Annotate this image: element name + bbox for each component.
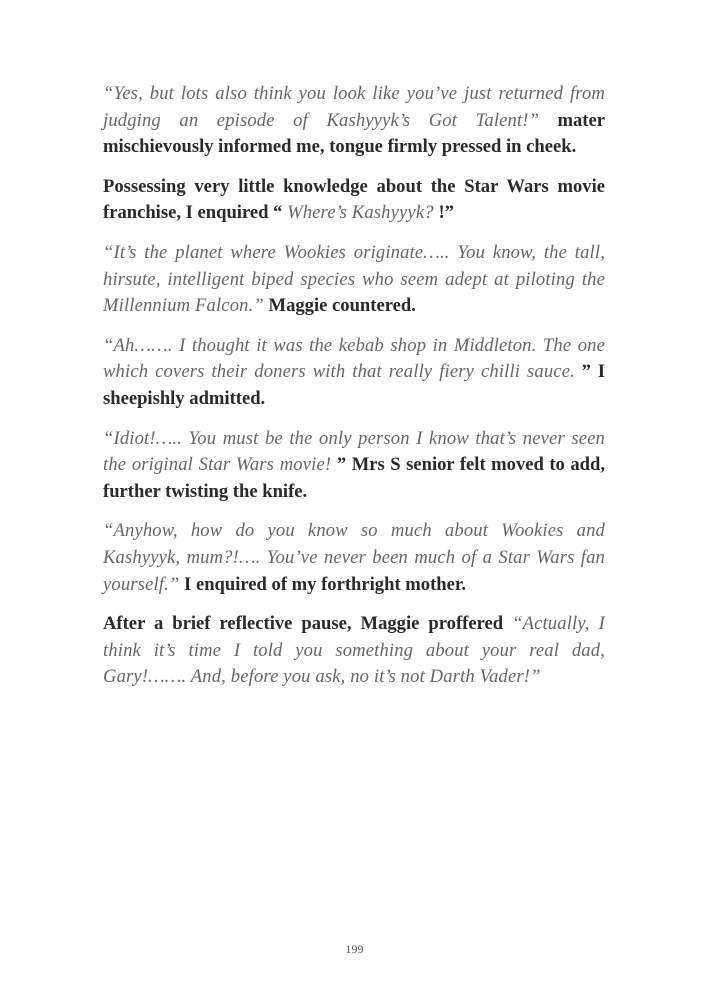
dialogue-text: Where’s Kashyyyk? xyxy=(287,202,439,224)
dialogue-text: “Yes, but lots also think you look like you’ve just returned from judging an episode of Kashyyyk’s Got Talent!” xyxy=(103,83,605,131)
paragraph-3 xyxy=(103,240,605,320)
narration-text: ” Mrs S senior felt moved to add, further twisting the knife. xyxy=(103,454,605,502)
page-body xyxy=(103,81,605,704)
dialogue-text: “Ah……. I thought it was the kebab shop in Middleton. The one which covers their doners with that really fiery chilli sauce. xyxy=(103,334,605,383)
narration-text: Maggie countered. xyxy=(263,295,416,317)
dialogue-text: “It’s the planet where Wookies originate….. You know, the tall, hirsute, intelligent biped species who seem adept at piloting the Millennium Falcon.” xyxy=(103,241,605,317)
page-number: 199 xyxy=(345,942,364,956)
narration-text: !” xyxy=(438,202,454,224)
paragraph-7 xyxy=(103,611,605,691)
narration-text: After a brief reflective pause, Maggie proffered xyxy=(103,613,513,635)
narration-text: mater mischievously informed me, tongue firmly pressed in cheek. xyxy=(103,109,605,158)
dialogue-text: “Idiot!….. You must be the only person I know that’s never seen the original Star Wars movie! xyxy=(103,427,605,476)
paragraph-5 xyxy=(103,426,605,506)
paragraph-1 xyxy=(103,81,605,161)
paragraph-2 xyxy=(103,174,605,227)
narration-text: ” I sheepishly admitted. xyxy=(103,361,605,409)
paragraph-6 xyxy=(103,518,605,598)
narration-text: Possessing very little knowledge about the Star Wars movie franchise, I enquired “ xyxy=(103,175,605,224)
dialogue-text: “Anyhow, how do you know so much about Wookies and Kashyyyk, mum?!…. You’ve never been much of a Star Wars fan yourself.” xyxy=(103,520,605,595)
narration-text: I enquired of my forthright mother. xyxy=(179,573,467,595)
dialogue-text: “Actually, I think it’s time I told you something about your real dad, Gary!……. And, before you ask, no it’s not Darth Vader!” xyxy=(103,613,606,688)
paragraph-4 xyxy=(103,333,605,413)
